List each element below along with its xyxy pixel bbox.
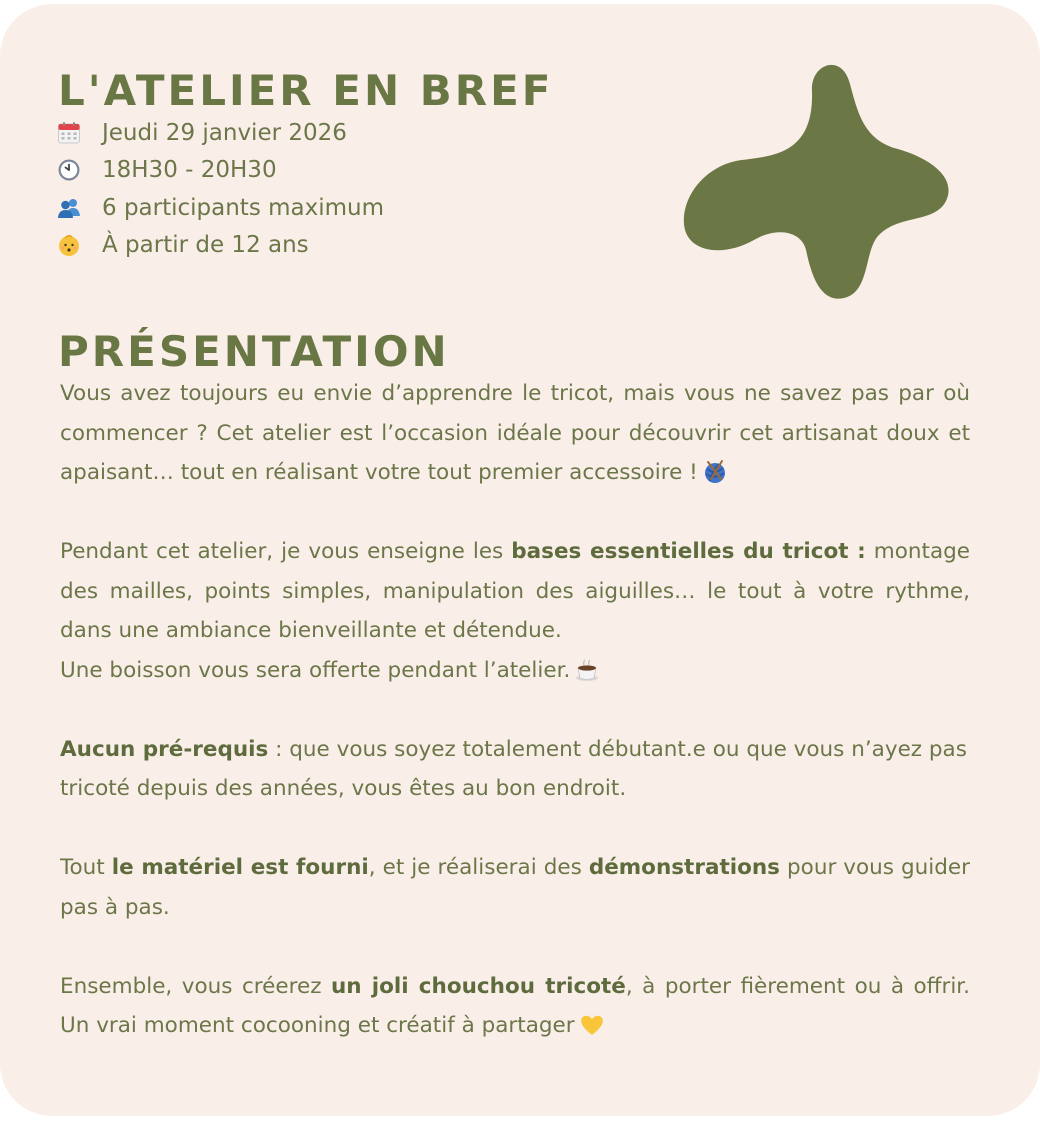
brief-list [56,114,384,264]
calendar-icon [56,120,82,146]
paragraph-bases-body [60,532,970,651]
paragraph-ensemble [60,967,970,1046]
paragraph-intro [60,374,970,493]
brief-date-text: Jeudi 29 janvier 2026 [102,119,347,146]
brief-time-text: 18H30 - 20H30 [102,157,277,184]
paragraph-materiel [60,848,970,927]
brief-title: L'ATELIER EN BREF [58,66,554,115]
paragraph-drink-text: Une boisson vous sera offerte pendant l’atelier. [60,657,571,683]
brief-date [56,114,384,152]
brief-participants [56,189,384,227]
paragraph-materiel-bold2: démonstrations [588,855,780,880]
paragraph-bases-bold: bases essentielles du tricot : [511,539,866,564]
paragraph-bases [60,532,970,690]
paragraph-bases-pre: Pendant cet atelier, je vous enseigne les [60,539,512,564]
paragraph-intro-text: Vous avez toujours eu envie d’apprendre le tricot, mais vous ne savez pas par où commencer ? Cet atelier est l’occasion idéale pour découvrir cet artisanat doux et apaisant… tout en réalisant votre tout premier accessoire ! [60,381,970,485]
paragraph-ensemble-bold: un joli chouchou tricoté [331,973,626,999]
baby-icon [56,232,82,258]
coffee-icon [574,657,600,683]
brief-time [56,152,384,190]
yellow-heart-icon [579,1012,605,1038]
people-icon [56,195,82,221]
decorative-blob [682,56,954,300]
paragraph-ensemble-pre: Ensemble, vous créerez [60,973,331,999]
paragraph-prerequis [60,730,970,809]
paragraph-materiel-mid: , et je réaliserai des [368,855,589,880]
brief-participants-text: 6 participants maximum [102,194,385,221]
paragraph-bases-post: montage des mailles, points simples, manipulation des aiguilles… le tout à votre rythme, dans une ambiance bienveillante et détendue. [60,539,971,643]
paragraph-materiel-bold1: le matériel est fourni [111,855,369,880]
paragraph-prerequis-bold: Aucun pré-requis [60,736,269,762]
brief-age [56,227,384,265]
presentation-body [60,374,970,1046]
paragraph-ensemble-post: , à porter fièrement ou à offrir. Un vrai moment cocooning et créatif à partager [60,973,970,1038]
clock-icon [56,157,82,183]
paragraph-prerequis-text: : que vous soyez totalement débutant.e ou que vous n’ayez pas tricoté depuis des années, vous êtes au bon endroit. [60,736,967,801]
paragraph-materiel-post: pour vous guider pas à pas. [60,855,970,920]
atelier-card [0,4,1040,1116]
yarn-icon [702,459,728,485]
presentation-title: PRÉSENTATION [58,327,450,376]
brief-age-text: À partir de 12 ans [102,232,309,259]
paragraph-materiel-pre: Tout [60,855,112,880]
